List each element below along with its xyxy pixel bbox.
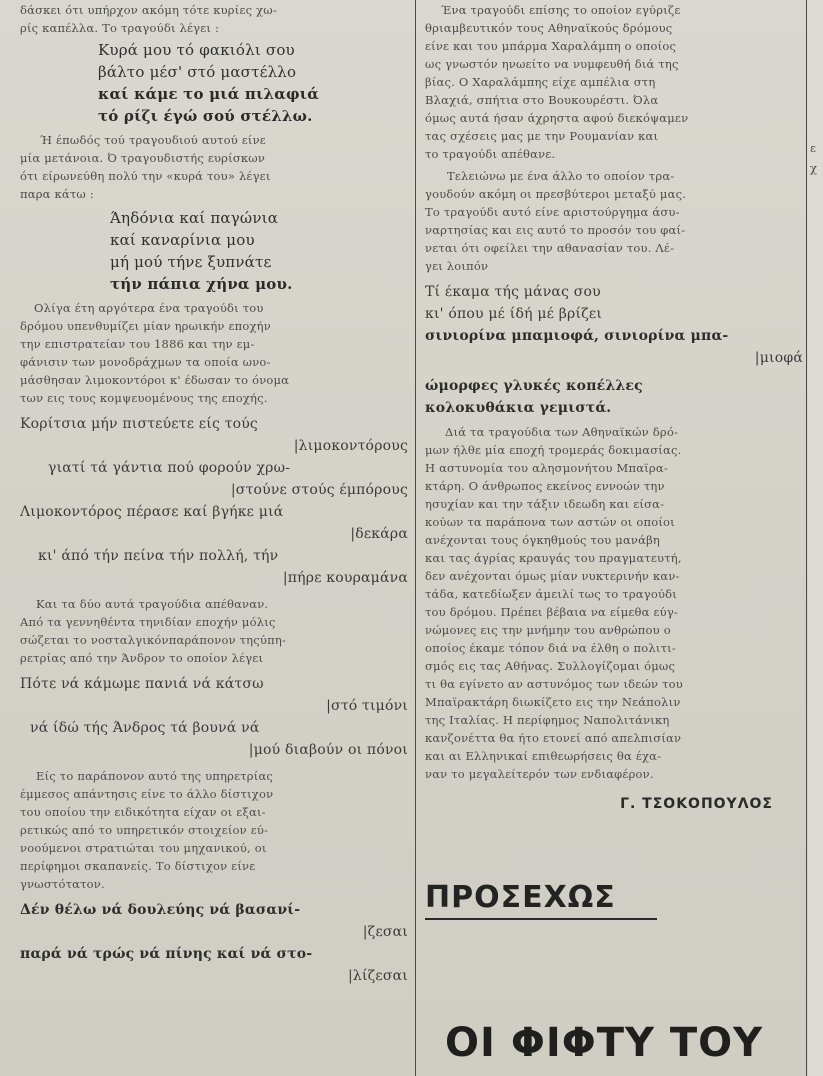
text-line: τάδα, κατεδίωξεν άμειλί τως το τραγούδι [425, 587, 677, 601]
text-line: Και τα δύο αυτά τραγούδια απέθαναν. [36, 597, 269, 611]
text-line: σώζεται το νοσταλγικόνπαράπονον τηςύπη- [20, 633, 287, 647]
verse-line: Άηδόνια καί παγώνια [110, 209, 279, 227]
text-line: ησυχίαν και την τάξιν ιδεωδη και είσα- [425, 497, 665, 511]
verse-line: τό ρίζι έγώ σού στέλλω. [98, 107, 313, 125]
text-line: Ένα τραγούδι επίσης το οποίον εγύριζε [441, 3, 681, 17]
text-line: κανζονέττα θα ήτο ετονεί από απελπισίαν [425, 731, 682, 745]
text-line: δρόμου υπενθυμίζει μίαν ηρωικήν εποχήν [20, 319, 271, 333]
verse-line: Δέν θέλω νά δουλεύης νά βασανί- [20, 902, 301, 918]
text-line: νεται ότι οφείλει την αθανασίαν του. Λέ- [425, 241, 675, 255]
text-line: γει λοιπόν [425, 259, 489, 273]
verse-line: κολοκυθάκια γεμιστά. [425, 400, 612, 416]
text-line: του οποίου την ειδικότητα είχαν οι εξαι- [20, 805, 266, 819]
verse-line: |μού διαβούν οι πόνοι [248, 742, 408, 758]
text-line: οποίος έκαμε τόπον διά να έλθη ο πολιτι- [425, 641, 676, 655]
text-line: μάσθησαν λιμοκοντόροι κ' έδωσαν το όνομα [20, 373, 290, 387]
text-line: Το τραγούδι αυτό είνε αριστούργημα άσυ- [425, 205, 680, 219]
text-line: ρετικώς από το υπηρετικόν στοιχείον εύ- [20, 823, 269, 837]
text-line: σμός εις τας Αθήνας. Συλλογίζομαι όμως [425, 659, 676, 673]
verse-line: βάλτο μέσ' στό μαστέλλο [98, 63, 297, 81]
text-line: Βλαχιά, σπήτια στο Βουκουρέστι. Όλα [425, 93, 659, 107]
advert-title: ΟΙ ΦΙΦΤΥ ΤΟΥ [445, 1020, 764, 1066]
heading-underline [425, 918, 657, 920]
verse-line: κι' όπου μέ ίδή μέ βρίζει [425, 306, 603, 322]
advert-heading: ΠΡΟΣΕΧΩΣ [425, 880, 616, 915]
text-line: ναρτησίας και εις αυτό το προσόν του φαί- [425, 223, 686, 237]
text-line: μία μετάνοια. Ό τραγουδιστής ευρίσκων [20, 151, 266, 165]
text-line: Η αστυνομία του αλησμονήτου Μπαϊρα- [425, 461, 668, 475]
verse-line: σινιορίνα μπαμιοφά, σινιορίνα μπα- [425, 328, 729, 344]
text-line: Από τα γεννηθέντα τηνιδίαν εποχήν μόλις [20, 615, 276, 629]
column-divider [415, 0, 416, 1076]
verse-line: μή μού τήνε ξυπνάτε [110, 253, 272, 271]
text-line: έμμεσος απάντησις είνε το άλλο δίστιχον [20, 787, 274, 801]
text-line: τι θα εγίνετο αν αστυνόμος των ιδεών του [425, 677, 683, 691]
text-line: κτάρη. Ο άνθρωπος εκείνος εννοών την [425, 479, 665, 493]
text-line: θριαμβευτικόν τους Αθηναϊκούς δρόμους [425, 21, 673, 35]
text-line: ρετρίας από την Άνδρον το οποίον λέγει [20, 651, 264, 665]
text-line: δάσκει ότι υπήρχον ακόμη τότε κυρίες χω- [20, 3, 277, 17]
verse-line: |λίζεσαι [347, 968, 408, 984]
text-line: δεν ανέχονται όμως μίαν νυκτερινήν καν- [425, 569, 680, 583]
verse-line: |μιοφά [754, 350, 803, 366]
author-signature: Γ. ΤΣΟΚΟΠΟΥΛΟΣ [620, 796, 773, 812]
text-line: φάνισιν των μονοδράχμων τα οποία ωνο- [20, 355, 271, 369]
text-line: ρίς καπέλλα. Το τραγούδι λέγει : [20, 21, 220, 35]
verse-line: παρά νά τρώς νά πίνης καί νά στο- [20, 946, 313, 962]
text-line: γουδούν ακόμη οι πρεσβύτεροι μεταξύ μας. [425, 187, 687, 201]
text-line: περίφημοι σκαπανείς. Το δίστιχον είνε [20, 859, 256, 873]
left-column [20, 0, 408, 1076]
text-line: μων ήλθε μία εποχή τρομεράς δοκιμασίας. [425, 443, 682, 457]
verse-line: τήν πάπια χήνα μου. [110, 275, 293, 293]
text-line: γνωστότατον. [20, 877, 105, 891]
edge-fragment: χ [810, 161, 818, 175]
text-line: νοούμενοι στρατιώται του μηχανικού, οι [20, 841, 267, 855]
text-line: ότι είρωνεύθη πολύ την «κυρά του» λέγει [20, 169, 271, 183]
text-line: ανέχονται τους όγκηθμούς του μανάβη [425, 533, 661, 547]
text-line: Τελειώνω με ένα άλλο το οποίον τρα- [447, 169, 675, 183]
verse-line: |πήρε κουραμάνα [282, 570, 408, 586]
verse-line: |ζεσαι [362, 924, 408, 940]
verse-line: γιατί τά γάντια πού φορούν χρω- [48, 460, 291, 476]
text-line: Μπαϊρακτάρη διωκίζετο εις την Νεάπολιν [425, 695, 681, 709]
text-line: των εις τους κομψευομένους της εποχής. [20, 391, 268, 405]
verse-line: Πότε νά κάμωμε πανιά νά κάτσω [20, 676, 264, 692]
verse-line: κι' άπό τήν πείνα τήν πολλή, τήν [38, 548, 279, 564]
text-line: είνε και του μπάρμα Χαραλάμπη ο οποίος [425, 39, 677, 53]
text-line: Είς το παράπονον αυτό της υπηρετρίας [36, 769, 274, 783]
verse-line: |στούνε στούς έμπόρους [230, 482, 408, 498]
column-divider-right [806, 0, 807, 1076]
verse-line: ώμορφες γλυκές κοπέλλες [425, 378, 643, 394]
verse-line: Κορίτσια μήν πιστεύετε είς τούς [20, 416, 258, 432]
text-line: Ολίγα έτη αργότερα ένα τραγούδι του [34, 301, 264, 315]
text-line: και τας άγρίας κραυγάς του πραγματευτή, [425, 551, 682, 565]
verse-line: καί καναρίνια μου [110, 231, 255, 249]
text-line: παρα κάτω : [20, 187, 94, 201]
verse-line: |δεκάρα [350, 526, 408, 542]
text-line: ως γνωστόν ηνωείτο να νυμφευθή διά της [425, 57, 679, 71]
text-line: του δρόμου. Πρέπει βέβαια να είμεθα εύγ- [425, 605, 678, 619]
verse-line: Κυρά μου τό φακιόλι σου [98, 41, 295, 59]
text-line: Ή έπωδός τού τραγουδιού αυτού είνε [40, 133, 266, 147]
text-line: και αι Ελληνικαί επιθεωρήσεις θα έχα- [425, 749, 662, 763]
text-line: κούων τα παράπονα των αστών οι οποίοι [425, 515, 675, 529]
edge-column [808, 0, 823, 1076]
text-line: Διά τα τραγούδια των Αθηναϊκών δρό- [445, 425, 679, 439]
verse-line: Τί έκαμα τής μάνας σου [425, 284, 601, 300]
verse-line: καί κάμε το μιά πιλαφιά [98, 85, 319, 103]
text-line: το τραγούδι απέθανε. [425, 147, 556, 161]
text-line: όμως αυτά ήσαν άχρηστα αφού διεκόψαμεν [425, 111, 689, 125]
verse-line: |στό τιμόνι [326, 698, 408, 714]
text-line: τας σχέσεις μας με την Ρουμανίαν και [425, 129, 659, 143]
text-line: ναν το μεγαλείτερόν των ενδιαφέρον. [425, 767, 654, 781]
verse-line: |λιμοκοντόρους [293, 438, 408, 454]
edge-fragment: ε [810, 141, 817, 155]
text-line: νώμονες εις την μνήμην του ανθρώπου ο [425, 623, 671, 637]
verse-line: Λιμοκοντόρος πέρασε καί βγήκε μιά [20, 504, 284, 520]
text-line: την επιστρατείαν του 1886 και την εμ- [20, 337, 255, 351]
text-line: βίας. Ο Χαραλάμπης είχε αμπέλια στη [425, 75, 656, 89]
verse-line: νά ίδώ τής Άνδρος τά βουνά νά [30, 720, 260, 736]
text-line: της Ιταλίας. Η περίφημος Ναπολιτάνικη [425, 713, 670, 727]
right-column [425, 0, 803, 1076]
